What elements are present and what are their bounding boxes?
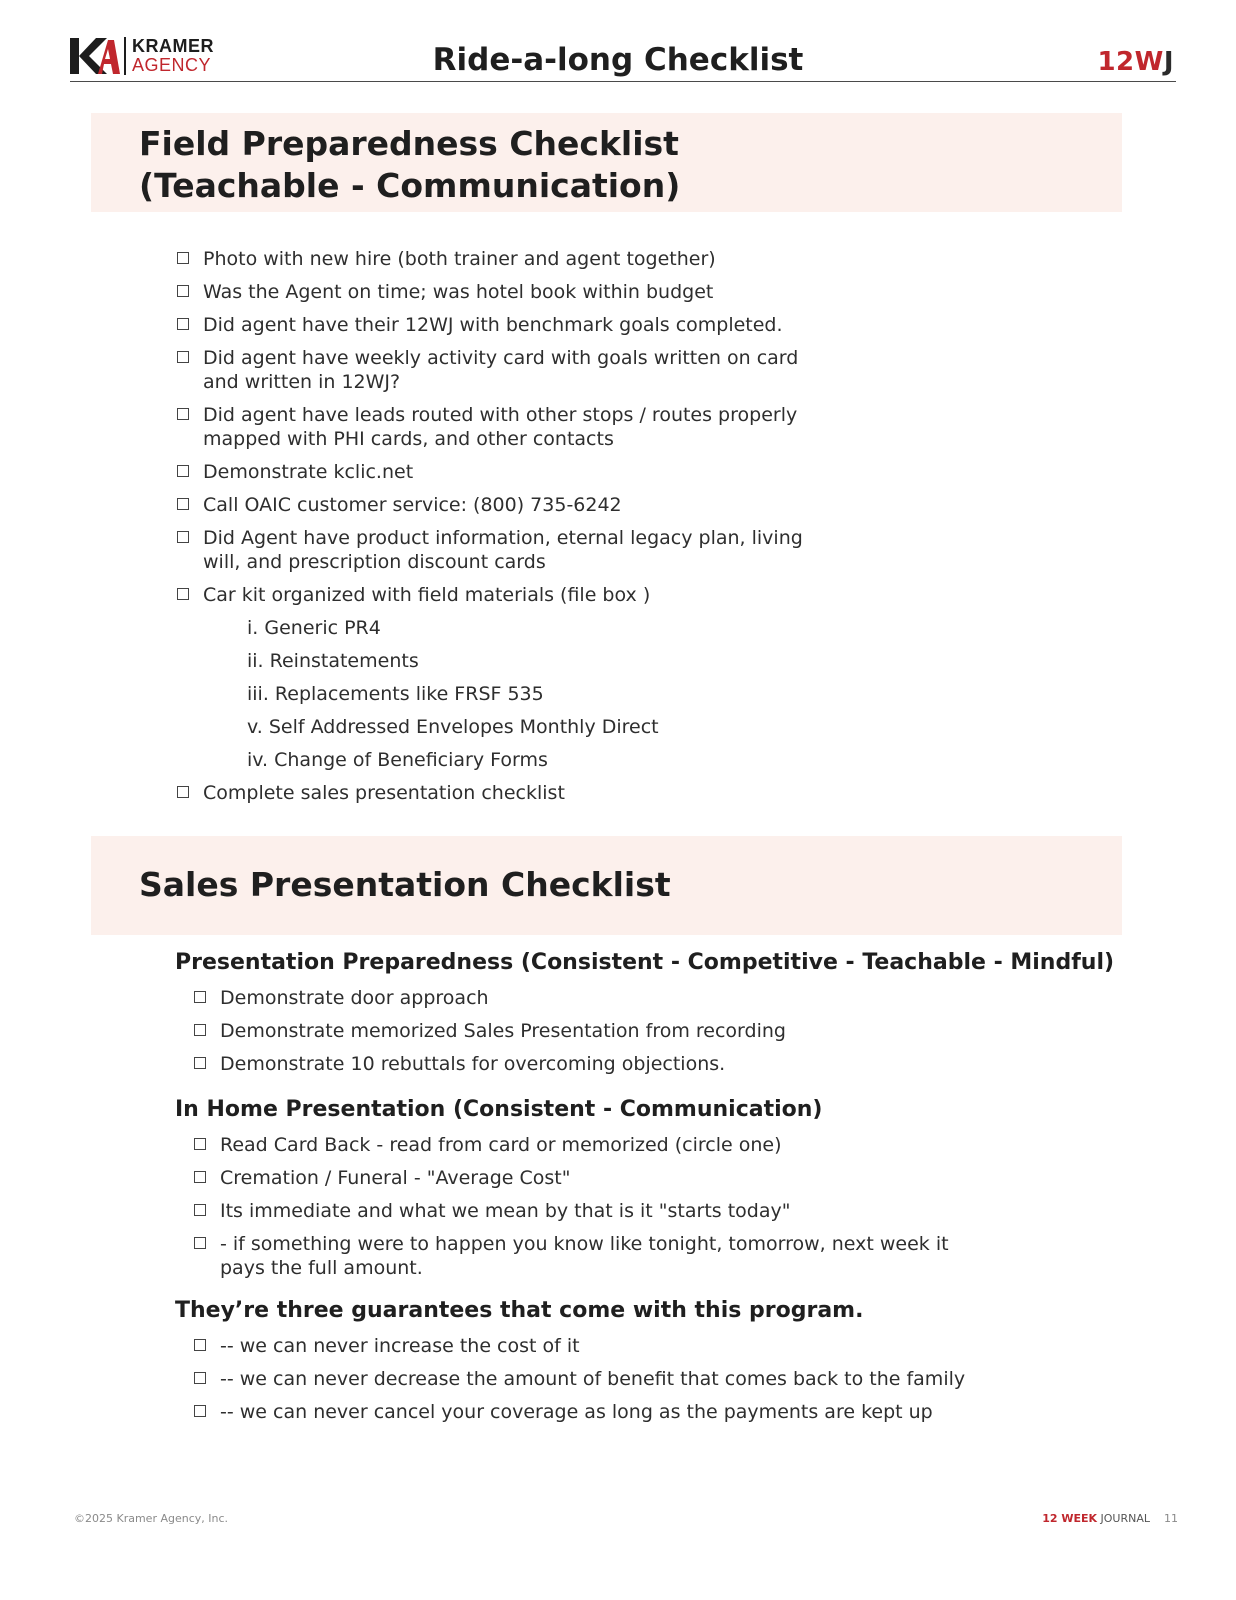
checkbox-icon[interactable] <box>194 1171 206 1183</box>
checklist-item: Did agent have leads routed with other stops / routes properly mapped with PHI cards, and other contacts <box>177 403 817 451</box>
document-title: Ride-a-long Checklist <box>432 42 804 78</box>
checkbox-icon[interactable] <box>194 1138 206 1150</box>
footer-journal-bold: 12 WEEK <box>1042 1512 1098 1525</box>
checklist-item: Did agent have their 12WJ with benchmark goals completed. <box>177 313 817 337</box>
checklist-item: Its immediate and what we mean by that is it "starts today" <box>194 1199 1024 1223</box>
checklist-item: Demonstrate kclic.net <box>177 460 817 484</box>
checkbox-icon[interactable] <box>177 498 189 510</box>
checklist-item: Call OAIC customer service: (800) 735-6242 <box>177 493 817 517</box>
checklist-item: Did Agent have product information, eternal legacy plan, living will, and prescription discount cards <box>177 526 817 574</box>
three-guarantees-heading: They’re three guarantees that come with this program. <box>175 1298 864 1323</box>
car-kit-subitem: iii. Replacements like FRSF 535 <box>247 683 544 705</box>
checkbox-icon[interactable] <box>177 786 189 798</box>
car-kit-sublist <box>177 616 817 772</box>
footer-journal-rest: JOURNAL <box>1100 1512 1150 1525</box>
checklist-item: -- we can never increase the cost of it <box>194 1334 1024 1358</box>
presentation-preparedness-heading: Presentation Preparedness (Consistent - Competitive - Teachable - Mindful) <box>175 950 1115 975</box>
checkbox-icon[interactable] <box>194 991 206 1003</box>
checkbox-icon[interactable] <box>194 1339 206 1351</box>
brand-code-tail: J <box>1163 47 1174 77</box>
logo-line-kramer: KRAMER <box>132 36 214 56</box>
checklist-item: -- we can never decrease the amount of benefit that comes back to the family <box>194 1367 1024 1391</box>
checkbox-icon[interactable] <box>194 1057 206 1069</box>
checklist-item: - if something were to happen you know like tonight, tomorrow, next week it pays the full amount. <box>194 1232 994 1280</box>
checklist-item: Photo with new hire (both trainer and agent together) <box>177 247 817 271</box>
page-header <box>0 0 1236 90</box>
brand-code-main: 12W <box>1097 47 1164 77</box>
checkbox-icon[interactable] <box>177 408 189 420</box>
sales-presentation-title: Sales Presentation Checklist <box>139 865 671 904</box>
in-home-presentation-list <box>194 1133 1024 1289</box>
checklist-item: Cremation / Funeral - "Average Cost" <box>194 1166 1024 1190</box>
checkbox-icon[interactable] <box>194 1405 206 1417</box>
field-preparedness-list <box>177 247 817 814</box>
checklist-item: Did agent have weekly activity card with goals written on card and written in 12WJ? <box>177 346 817 394</box>
in-home-presentation-heading: In Home Presentation (Consistent - Communication) <box>175 1097 823 1122</box>
footer-journal <box>1042 1512 1178 1525</box>
header-divider <box>70 81 1176 82</box>
field-title-line-2: (Teachable - Communication) <box>139 166 681 205</box>
checklist-item: Demonstrate memorized Sales Presentation from recording <box>194 1019 1024 1043</box>
car-kit-subitem: v. Self Addressed Envelopes Monthly Direct <box>247 716 659 738</box>
checkbox-icon[interactable] <box>177 588 189 600</box>
checklist-item: Read Card Back - read from card or memorized (circle one) <box>194 1133 1024 1157</box>
brand-code-12wj <box>1097 47 1174 77</box>
checklist-item-car-kit: Car kit organized with field materials (file box ) <box>177 583 817 607</box>
checkbox-icon[interactable] <box>177 465 189 477</box>
footer-copyright: ©2025 Kramer Agency, Inc. <box>74 1512 229 1525</box>
checklist-item: Demonstrate 10 rebuttals for overcoming objections. <box>194 1052 1024 1076</box>
field-title-line-1: Field Preparedness Checklist <box>139 124 679 163</box>
sales-presentation-banner <box>91 836 1122 935</box>
checkbox-icon[interactable] <box>194 1372 206 1384</box>
three-guarantees-list <box>194 1334 1024 1433</box>
checkbox-icon[interactable] <box>177 318 189 330</box>
car-kit-subitem: i. Generic PR4 <box>247 617 381 639</box>
checklist-item: Complete sales presentation checklist <box>177 781 817 805</box>
checkbox-icon[interactable] <box>177 285 189 297</box>
checkbox-icon[interactable] <box>177 252 189 264</box>
presentation-preparedness-list <box>194 986 1024 1085</box>
car-kit-subitem: iv. Change of Beneficiary Forms <box>247 749 548 771</box>
car-kit-sublist-wrapper <box>177 616 817 772</box>
checkbox-icon[interactable] <box>194 1024 206 1036</box>
field-preparedness-banner <box>91 113 1122 212</box>
page-number: 11 <box>1164 1512 1178 1525</box>
checkbox-icon[interactable] <box>194 1237 206 1249</box>
checkbox-icon[interactable] <box>177 351 189 363</box>
checkbox-icon[interactable] <box>177 531 189 543</box>
field-preparedness-title <box>139 123 680 207</box>
checkbox-icon[interactable] <box>194 1204 206 1216</box>
logo-line-agency: AGENCY <box>132 55 212 75</box>
checklist-item: Was the Agent on time; was hotel book within budget <box>177 280 817 304</box>
checklist-item: Demonstrate door approach <box>194 986 1024 1010</box>
car-kit-subitem: ii. Reinstatements <box>247 650 419 672</box>
checklist-item: -- we can never cancel your coverage as long as the payments are kept up <box>194 1400 1024 1424</box>
